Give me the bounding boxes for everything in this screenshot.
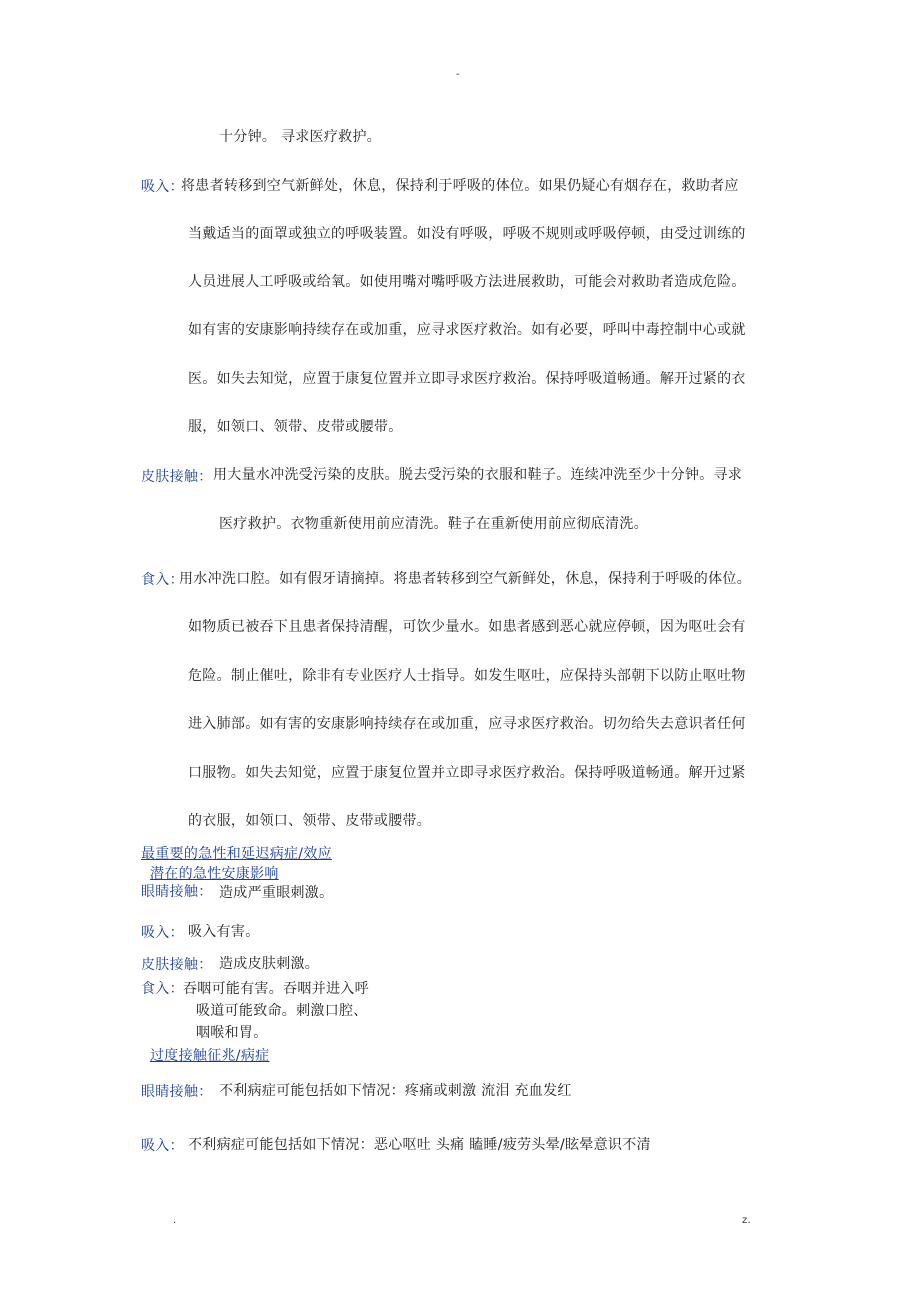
ingestion-line: 进入肺部。如有害的安康影响持续存在或加重，应寻求医疗救治。切勿给失去意识者任何 — [188, 716, 746, 732]
inhalation-line: 当戴适当的面罩或独立的呼吸装置。如没有呼吸，呼吸不规则或呼吸停顿，由受过训练的 — [188, 226, 746, 242]
ingestion-label: 食入： — [141, 572, 184, 588]
acute-ingestion-label: 食入： — [141, 981, 184, 997]
acute-skin-text: 造成皮肤刺激。 — [219, 956, 320, 972]
acute-inhalation-label: 吸入： — [141, 925, 184, 941]
inhalation-line: 如有害的安康影响持续存在或加重，应寻求医疗救治。如有必要，呼叫中毒控制中心或就 — [188, 322, 746, 338]
over-inhalation-label: 吸入： — [141, 1138, 184, 1154]
acute-ingestion-line: 咽喉和胃。 — [196, 1025, 268, 1041]
page-header-mark: - — [456, 69, 460, 80]
over-eye-text: 不利病症可能包括如下情况：疼痛或刺激 流泪 充血发红 — [219, 1083, 572, 1099]
footer-left-mark: . — [173, 1215, 177, 1226]
acute-effects-heading-link[interactable]: 潜在的急性安康影响 — [150, 866, 279, 882]
ingestion-line: 如物质已被吞下且患者保持清醒，可饮少量水。如患者感到恶心就应停顿，因为呕吐会有 — [188, 619, 746, 635]
acute-skin-label: 皮肤接触： — [141, 957, 213, 973]
acute-inhalation-text: 吸入有害。 — [188, 924, 260, 940]
inhalation-line: 医。如失去知觉，应置于康复位置并立即寻求医疗救治。保持呼吸道畅通。解开过紧的衣 — [188, 371, 746, 387]
skin-contact-line: 用大量水冲洗受污染的皮肤。脱去受污染的衣服和鞋子。连续冲洗至少十分钟。寻求 — [213, 467, 743, 483]
acute-ingestion-line: 吞咽可能有害。吞咽并进入呼 — [183, 981, 369, 997]
ingestion-line: 危险。制止催吐，除非有专业医疗人士指导。如发生呕吐，应保持头部朝下以防止呕吐物 — [188, 668, 746, 684]
acute-eye-text: 造成严重眼刺激。 — [219, 885, 334, 901]
ingestion-line: 的衣服，如领口、领带、皮带或腰带。 — [188, 813, 432, 829]
inhalation-line: 人员进展人工呼吸或给氧。如使用嘴对嘴呼吸方法进展救助，可能会对救助者造成危险。 — [188, 274, 746, 290]
footer-right-mark: z. — [742, 1215, 752, 1226]
acute-ingestion-line: 吸道可能致命。刺激口腔、 — [196, 1003, 368, 1019]
first-aid-intro-line: 十分钟。 寻求医疗救护。 — [219, 129, 382, 145]
overexposure-heading-link[interactable]: 过度接触征兆/病症 — [150, 1048, 270, 1064]
skin-contact-label: 皮肤接触： — [141, 469, 213, 485]
inhalation-line: 将患者转移到空气新鲜处，休息，保持利于呼吸的体位。如果仍疑心有烟存在，救助者应 — [181, 178, 739, 194]
skin-contact-line: 医疗救护。衣物重新使用前应清洗。鞋子在重新使用前应彻底清洗。 — [219, 516, 648, 532]
symptoms-heading-link[interactable]: 最重要的急性和延迟病症/效应 — [141, 846, 332, 862]
ingestion-line: 口服物。如失去知觉，应置于康复位置并立即寻求医疗救治。保持呼吸道畅通。解开过紧 — [188, 765, 746, 781]
inhalation-line: 服，如领口、领带、皮带或腰带。 — [188, 419, 403, 435]
over-eye-label: 眼睛接触： — [141, 1084, 213, 1100]
inhalation-label: 吸入： — [141, 179, 184, 195]
over-inhalation-text: 不利病症可能包括如下情况：恶心呕吐 头痛 瞌睡/疲劳头晕/眩晕意识不清 — [188, 1137, 651, 1153]
ingestion-line: 用水冲洗口腔。如有假牙请摘掉。将患者转移到空气新鲜处，休息，保持利于呼吸的体位。 — [179, 571, 751, 587]
acute-eye-label: 眼睛接触： — [141, 884, 213, 900]
